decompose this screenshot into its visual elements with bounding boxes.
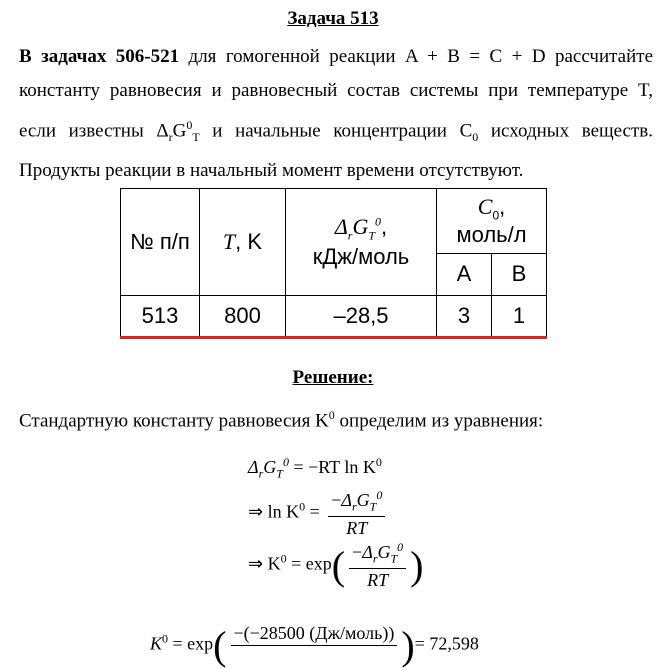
equation-2: ⇒ $\ln K^0$ = $\frac{-\Delta_rG_T^0}{RT}$ [248, 488, 389, 539]
solution-intro: Стандартную константу равновесия $K^0$ определим из уравнения: [19, 408, 544, 432]
equation-1: $\Delta_rG_T^0 = -RT$ $\ln K^0$ [248, 455, 382, 481]
header-c0: $C_0$, моль/л [437, 189, 547, 254]
cell-g: –28,5 [286, 296, 437, 338]
problem-lead: В задачах 506-521 [19, 46, 180, 67]
data-table [120, 188, 547, 339]
solution-heading: Решение: [292, 367, 374, 388]
cell-b: 1 [492, 296, 547, 338]
problem-statement: В задачах 506-521 для гомогенной реакции A + B = C + D рассчитайте константу равновесия и равновесный состав системы при температуре T, если известны $\Delta_rG^0_T$ и начальные концентрации $C_0$ исходных веществ. Продукты реакции в начальный момент времени отсутствуют. [19, 46, 654, 182]
task-title: Задача 513 [287, 8, 379, 29]
cell-a: 3 [437, 296, 492, 338]
cell-num: 513 [121, 296, 200, 338]
header-number: № п/п [121, 189, 200, 296]
equation-final: $K^0 = \exp$( −(−28500 (Дж/моль)) )= 72,598 [150, 623, 479, 668]
header-b: B [492, 253, 547, 295]
header-temperature: T, K [200, 189, 286, 296]
cell-t: 800 [200, 296, 286, 338]
table-row [121, 296, 547, 338]
header-a: A [437, 253, 492, 295]
equation-3: ⇒ $K^0 = \exp$( $\frac{-\Delta_rG_T^0}{RT}$ ) [248, 540, 424, 590]
header-gibbs: $\Delta_rG_T^0$, кДж/моль [286, 189, 437, 296]
